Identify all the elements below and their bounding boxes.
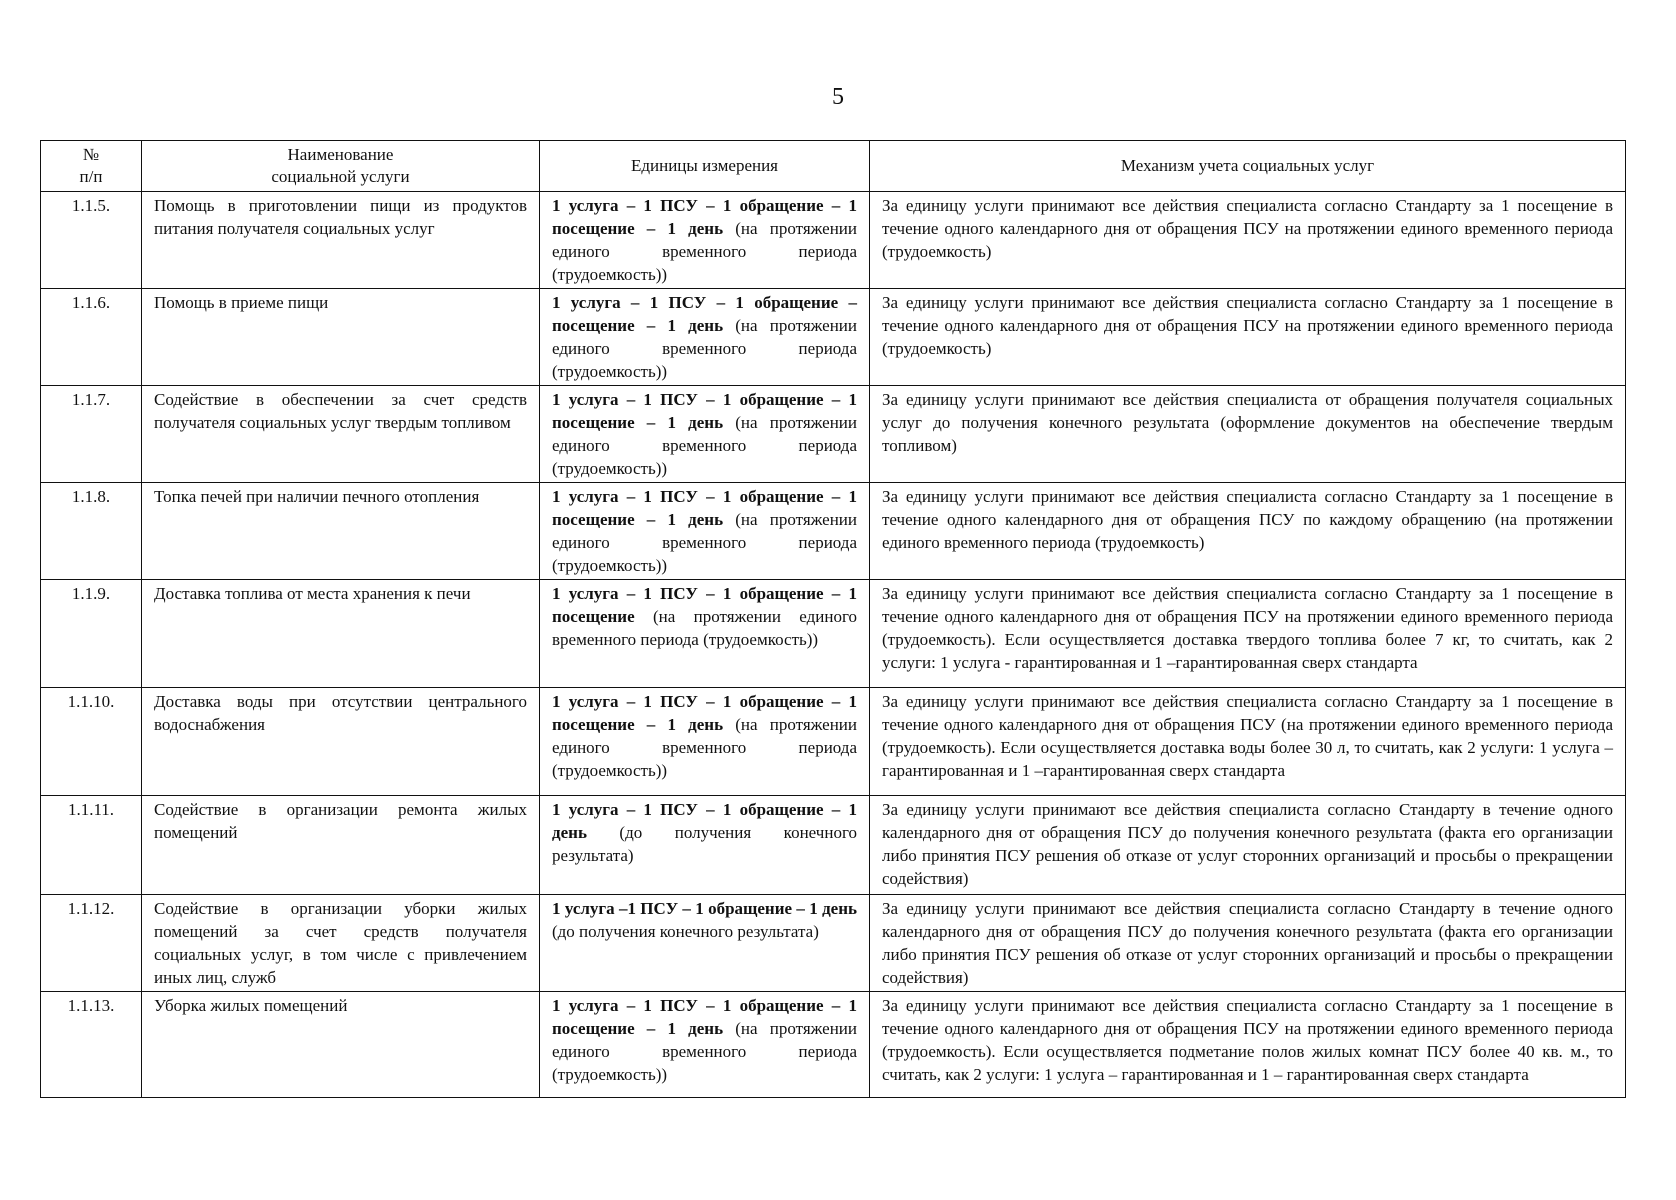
header-number-line2: п/п (79, 167, 103, 186)
service-name: Содействие в организации ремонта жилых помещений (142, 796, 540, 895)
measurement-unit (540, 796, 870, 895)
header-units: Единицы измерения (540, 141, 870, 192)
row-number: 1.1.8. (41, 483, 142, 580)
unit-note: (на протяжении единого временного периода (трудоемкость)) (552, 715, 858, 780)
table-row (41, 483, 1626, 580)
row-number: 1.1.7. (41, 386, 142, 483)
unit-note: (на протяжении единого временного периода (трудоемкость)) (552, 607, 857, 649)
row-number: 1.1.9. (41, 580, 142, 688)
accounting-mechanism: За единицу услуги принимают все действия специалиста согласно Стандарту за 1 посещение в течение одного календарного дня от обращения ПСУ на протяжении единого временного периода (трудоемкость). Если осуществляется доставка твердого топлива более 7 кг, то считать, как 2 услуги: 1 услуга - гарантированная и 1 –гарантированная сверх стандарта (870, 580, 1626, 688)
accounting-mechanism: За единицу услуги принимают все действия специалиста от обращения получателя социальных услуг до получения конечного результата (оформление документов на обеспечение твердым топливом) (870, 386, 1626, 483)
measurement-unit (540, 192, 870, 289)
unit-formula: 1 услуга – 1 ПСУ – 1 обращение – 1 посещение – 1 день (552, 487, 857, 529)
unit-note: (на протяжении единого временного периода (трудоемкость)) (552, 413, 858, 478)
accounting-mechanism: За единицу услуги принимают все действия специалиста согласно Стандарту за 1 посещение в течение одного календарного дня от обращения ПСУ по каждому обращению (на протяжении единого временного периода (трудоемкость) (870, 483, 1626, 580)
service-name: Помощь в приеме пищи (142, 289, 540, 386)
service-name: Помощь в приготовлении пищи из продуктов питания получателя социальных услуг (142, 192, 540, 289)
service-name: Доставка воды при отсутствии центрального водоснабжения (142, 688, 540, 796)
unit-formula: 1 услуга – 1 ПСУ – 1 обращение – 1 посещение – 1 день (552, 692, 857, 734)
unit-note: (на протяжении единого временного периода (трудоемкость)) (552, 219, 858, 284)
measurement-unit (540, 992, 870, 1098)
header-name-line1: Наименование (287, 145, 394, 164)
accounting-mechanism: За единицу услуги принимают все действия специалиста согласно Стандарту за 1 посещение в течение одного календарного дня от обращения ПСУ (на протяжении единого временного периода (трудоемкость). Если осуществляется доставка воды более 30 л, то считать, как 2 услуги: 1 услуга – гарантированная и 1 –гарантированная сверх стандарта (870, 688, 1626, 796)
accounting-mechanism: За единицу услуги принимают все действия специалиста согласно Стандарту в течение одного календарного дня от обращения ПСУ до получения конечного результата (факта его организации либо принятия ПСУ решения об отказе от услуг сторонних организаций и просьбы о прекращении содействия) (870, 796, 1626, 895)
measurement-unit (540, 483, 870, 580)
unit-formula: 1 услуга – 1 ПСУ – 1 обращение – 1 посещение – 1 день (552, 996, 857, 1038)
row-number: 1.1.12. (41, 895, 142, 992)
measurement-unit (540, 688, 870, 796)
header-mechanism: Механизм учета социальных услуг (870, 141, 1626, 192)
services-table (40, 140, 1626, 1098)
unit-formula: 1 услуга – 1 ПСУ – 1 обращение – посещение – 1 день (552, 293, 857, 335)
row-number: 1.1.5. (41, 192, 142, 289)
table-row (41, 796, 1626, 895)
table-row (41, 992, 1626, 1098)
accounting-mechanism: За единицу услуги принимают все действия специалиста согласно Стандарту за 1 посещение в течение одного календарного дня от обращения ПСУ на протяжении единого временного периода (трудоемкость) (870, 192, 1626, 289)
accounting-mechanism: За единицу услуги принимают все действия специалиста согласно Стандарту за 1 посещение в течение одного календарного дня от обращения ПСУ на протяжении единого временного периода (трудоемкость) (870, 289, 1626, 386)
table-row (41, 895, 1626, 992)
unit-note: (до получения конечного результата) (552, 823, 857, 865)
unit-formula: 1 услуга – 1 ПСУ – 1 обращение – 1 посещение – 1 день (552, 196, 857, 238)
header-name (142, 141, 540, 192)
row-number: 1.1.10. (41, 688, 142, 796)
unit-formula: 1 услуга – 1 ПСУ – 1 обращение – 1 посещение (552, 584, 857, 626)
header-number (41, 141, 142, 192)
row-number: 1.1.6. (41, 289, 142, 386)
unit-formula: 1 услуга – 1 ПСУ – 1 обращение – 1 день (552, 800, 857, 842)
table-row (41, 580, 1626, 688)
unit-formula: 1 услуга – 1 ПСУ – 1 обращение – 1 посещение – 1 день (552, 390, 857, 432)
table-row (41, 386, 1626, 483)
service-name: Уборка жилых помещений (142, 992, 540, 1098)
table-row (41, 289, 1626, 386)
table-row (41, 192, 1626, 289)
unit-note: (на протяжении единого временного периода (трудоемкость)) (552, 316, 858, 381)
accounting-mechanism: За единицу услуги принимают все действия специалиста согласно Стандарту за 1 посещение в течение одного календарного дня от обращения ПСУ на протяжении единого временного периода (трудоемкость). Если осуществляется подметание полов жилых комнат ПСУ более 40 кв. м., то считать, как 2 услуги: 1 услуга – гарантированная и 1 – гарантированная сверх стандарта (870, 992, 1626, 1098)
accounting-mechanism: За единицу услуги принимают все действия специалиста согласно Стандарту в течение одного календарного дня от обращения ПСУ до получения конечного результата (факта его организации либо принятия ПСУ решения об отказе от услуг сторонних организаций и просьбы о прекращении содействия) (870, 895, 1626, 992)
service-name: Содействие в организации уборки жилых помещений за счет средств получателя социальных услуг, в том числе с привлечением иных лиц, служб (142, 895, 540, 992)
measurement-unit (540, 895, 870, 992)
table-header-row (41, 141, 1626, 192)
row-number: 1.1.11. (41, 796, 142, 895)
measurement-unit (540, 386, 870, 483)
page-number: 5 (832, 84, 844, 110)
unit-note: (до получения конечного результата) (552, 922, 819, 941)
measurement-unit (540, 289, 870, 386)
table-row (41, 688, 1626, 796)
unit-note: (на протяжении единого временного периода (трудоемкость)) (552, 1019, 858, 1084)
header-number-line1: № (82, 145, 100, 164)
unit-note: (на протяжении единого временного периода (трудоемкость)) (552, 510, 858, 575)
row-number: 1.1.13. (41, 992, 142, 1098)
header-name-line2: социальной услуги (271, 167, 410, 186)
service-name: Содействие в обеспечении за счет средств получателя социальных услуг твердым топливом (142, 386, 540, 483)
measurement-unit (540, 580, 870, 688)
service-name: Доставка топлива от места хранения к печи (142, 580, 540, 688)
table-body (41, 192, 1626, 1098)
unit-formula: 1 услуга –1 ПСУ – 1 обращение – 1 день (552, 899, 857, 918)
service-name: Топка печей при наличии печного отопления (142, 483, 540, 580)
